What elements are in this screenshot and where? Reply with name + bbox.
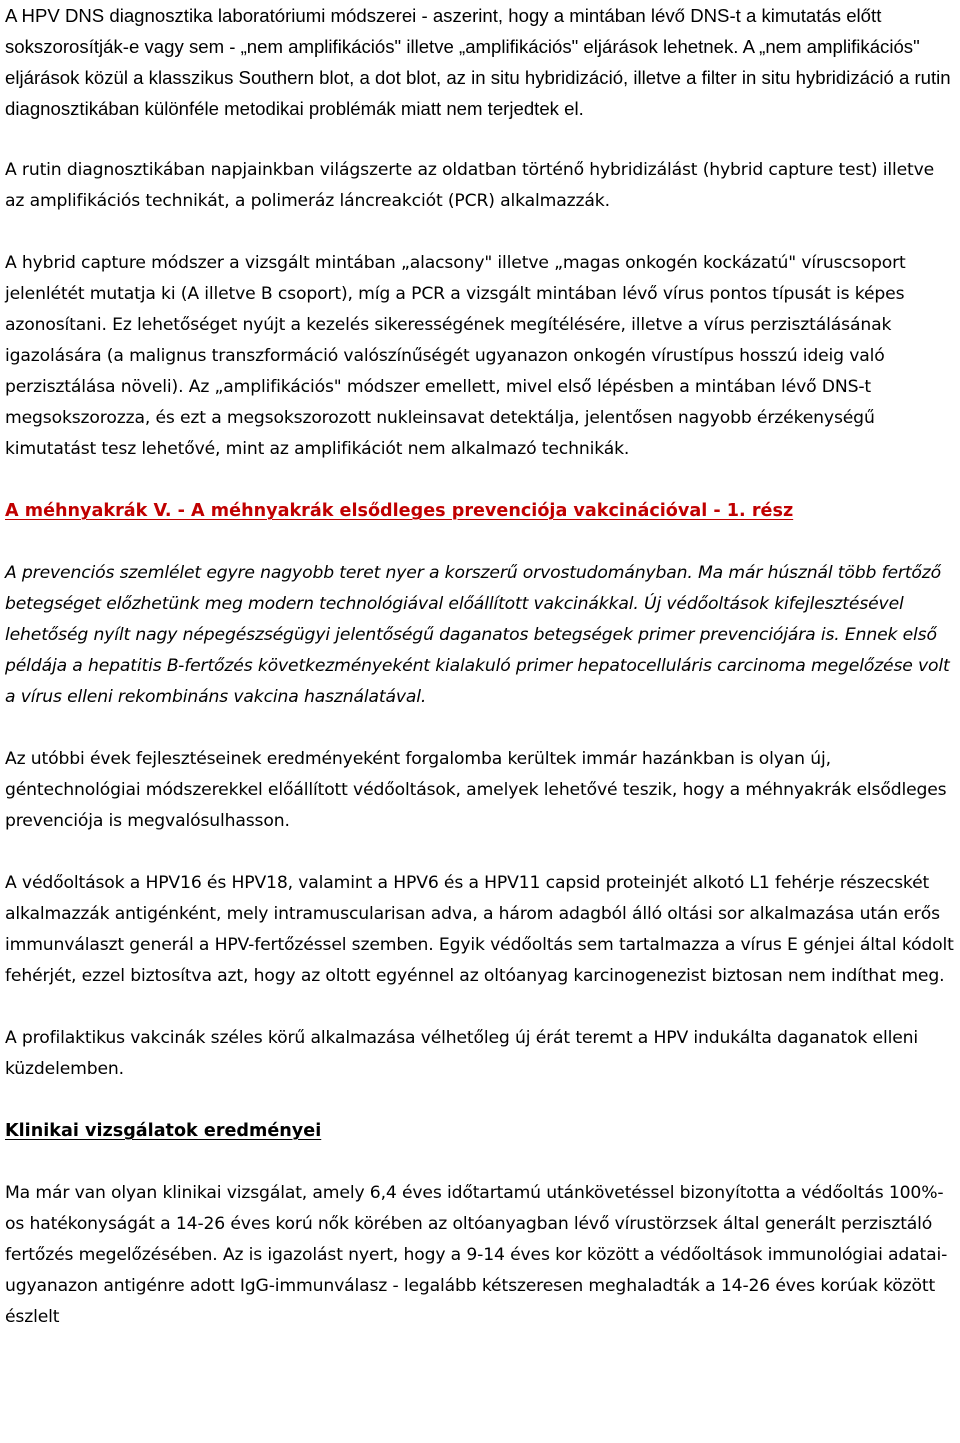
paragraph-spacer <box>5 465 958 496</box>
subheading-clinical-results: Klinikai vizsgálatok eredményei <box>5 1121 322 1141</box>
paragraph-recent-developments: Az utóbbi évek fejlesztéseinek eredményeként forgalomba kerültek immár hazánkban is olyan új, géntechnológiai módszerekkel előállított védőoltások, amelyek lehetővé teszik, hogy a méhnyakrák elsődleges prevenciója is megvalósulhasson. <box>5 749 947 831</box>
paragraph-hybrid-capture: A hybrid capture módszer a vizsgált mintában „alacsony" illetve „magas onkogén kockázatú" víruscsoport jelenlétét mutatja ki (A illetve B csoport), míg a PCR a vizsgált mintában lévő vírus pontos típusát is képes azonosítani. Ez lehetőséget nyújt a kezelés sikerességének megítélésére, illetve a vírus perzisztálásának igazolására (a malignus transzformáció valószínűségét ugyanazon onkogén vírustípus hosszú ideig való perzisztálása növeli). Az „amplifikációs" módszer emellett, mivel első lépésben a mintában lévő DNS-t megsokszorozza, és ezt a megsokszorozott nukleinsavat detektálja, jelentősen nagyobb érzékenységű kimutatást tesz lehetővé, mint az amplifikációt nem alkalmazó technikák. <box>5 253 906 459</box>
paragraph-spacer <box>5 527 958 558</box>
paragraph-spacer <box>5 124 958 155</box>
paragraph-spacer <box>5 1147 958 1178</box>
section-heading: A méhnyakrák V. - A méhnyakrák elsődleges prevenciója vakcinációval - 1. rész <box>5 501 794 521</box>
paragraph-clinical-study: Ma már van olyan klinikai vizsgálat, amely 6,4 éves időtartamú utánkövetéssel bizonyította a védőoltás 100%-os hatékonyságát a 14-26 éves korú nők körében az oltóanyagban lévő vírustörzsek által generált perzisztáló fertőzés megelőzésében. Az is igazolást nyert, hogy a 9-14 éves kor között a védőoltások immunológiai adatai-ugyanazon antigénre adott IgG-immunválasz - legalább kétszeresen meghaladták a 14-26 éves korúak között észlelt <box>5 1183 948 1327</box>
paragraph-spacer <box>5 837 958 868</box>
paragraph-prevention-intro: A prevenciós szemlélet egyre nagyobb teret nyer a korszerű orvostudományban. Ma már húsznál több fertőző betegséget előzhetünk meg modern technológiával előállított vakcinákkal. Új védőoltások kifejlesztésével lehetőség nyílt nagy népegészségügyi jelentőségű daganatos betegségek primer prevenciójára is. Ennek első példája a hepatitis B-fertőzés következményeként kialakuló primer hepatocelluláris carcinoma megelőzése volt a vírus elleni rekombináns vakcina használatával. <box>5 563 950 707</box>
paragraph-spacer <box>5 713 958 744</box>
paragraph-routine-diagnostics: A rutin diagnosztikában napjainkban világszerte az oldatban történő hybridizálást (hybrid capture test) illetve az amplifikációs technikát, a polimeráz láncreakciót (PCR) alkalmazzák. <box>5 160 935 211</box>
paragraph-diagnostic-methods: A HPV DNS diagnosztika laboratóriumi módszerei - aszerint, hogy a mintában lévő DNS-t a kimutatás előtt sokszorosítják-e vagy sem - „nem amplifikációs" illetve „amplifikációs" eljárások lehetnek. A „nem amplifikációs" eljárások közül a klasszikus Southern blot, a dot blot, az in situ hybridizáció, illetve a filter in situ hybridizáció a rutin diagnosztikában különféle metodikai problémák miatt nem terjedtek el. <box>5 5 951 119</box>
paragraph-prophylactic-vaccines: A profilaktikus vakcinák széles körű alkalmazása vélhetőleg új érát teremt a HPV indukálta daganatok elleni küzdelemben. <box>5 1028 919 1079</box>
paragraph-spacer <box>5 1085 958 1116</box>
paragraph-spacer <box>5 992 958 1023</box>
document-page <box>5 0 958 1333</box>
paragraph-vaccine-composition: A védőoltások a HPV16 és HPV18, valamint a HPV6 és a HPV11 capsid proteinjét alkotó L1 fehérje részecskét alkalmazzák antigénként, mely intramuscularisan adva, a három adagból álló oltási sor alkalmazása után erős immunválaszt generál a HPV-fertőzéssel szemben. Egyik védőoltás sem tartalmazza a vírus E génjei által kódolt fehérjét, ezzel biztosítva azt, hogy az oltott egyénnel az oltóanyag karcinogenezist biztosan nem indíthat meg. <box>5 873 954 986</box>
paragraph-spacer <box>5 217 958 248</box>
